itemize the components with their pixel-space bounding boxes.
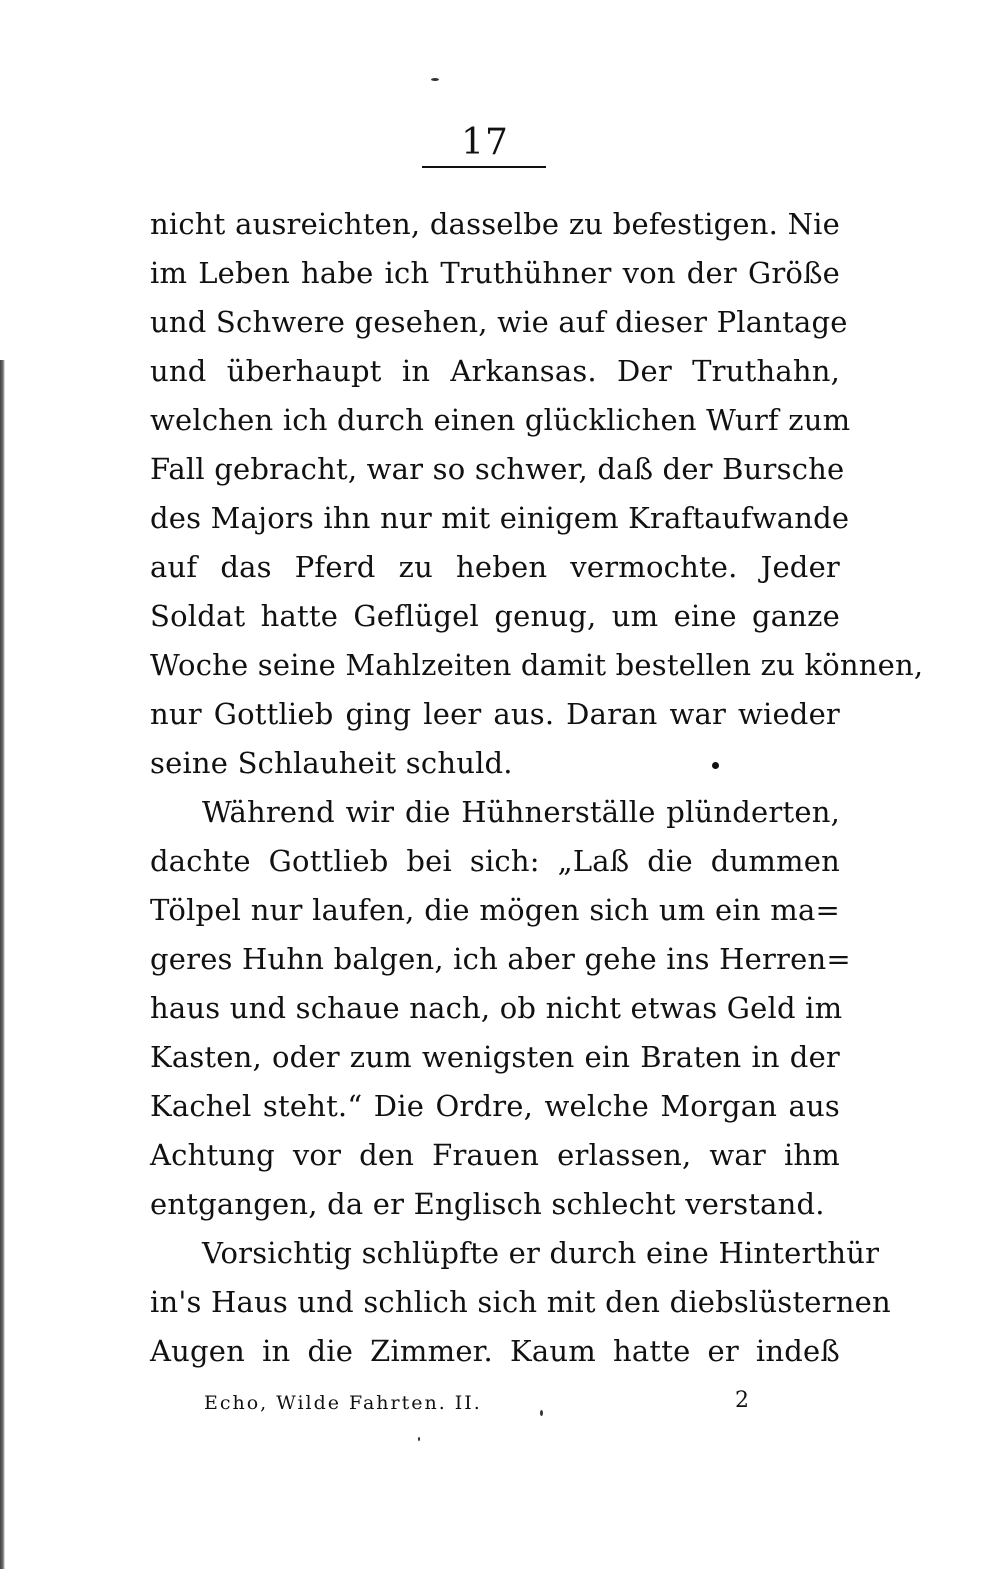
- text-line: Fall gebracht, war so schwer, daß der Bursche: [150, 452, 845, 486]
- text-line: Während wir die Hühnerställe plünderten,: [202, 795, 840, 829]
- text-line: haus und schaue nach, ob nicht etwas Geld im: [150, 991, 843, 1025]
- text-line: Vorsichtig schlüpfte er durch eine Hinterthür: [202, 1236, 880, 1270]
- text-line: Augen in die Zimmer. Kaum hatte er indeß: [150, 1334, 840, 1368]
- text-line: geres Huhn balgen, ich aber gehe ins Herren=: [150, 942, 851, 976]
- text-line: nicht ausreichten, dasselbe zu befestigen. Nie: [150, 207, 840, 241]
- text-line: entgangen, da er Englisch schlecht verstand.: [150, 1187, 825, 1221]
- ink-speck: [540, 1410, 543, 1416]
- text-line: seine Schlauheit schuld.: [150, 746, 513, 780]
- text-line: im Leben habe ich Truthühner von der Größe: [150, 256, 840, 290]
- footer-title: Echo, Wilde Fahrten. II.: [204, 1392, 482, 1414]
- text-line: Kachel steht.“ Die Ordre, welche Morgan aus: [150, 1089, 840, 1123]
- text-line: und Schwere gesehen, wie auf dieser Plantage: [150, 305, 848, 339]
- text-line: nur Gottlieb ging leer aus. Daran war wieder: [150, 697, 840, 731]
- signature-mark: 2: [735, 1388, 749, 1413]
- binding-edge: [0, 360, 5, 1569]
- text-line: und überhaupt in Arkansas. Der Truthahn,: [150, 354, 840, 388]
- text-line: welchen ich durch einen glücklichen Wurf zum: [150, 403, 851, 437]
- ink-dot: [712, 762, 719, 769]
- page-number-rule: [422, 166, 546, 168]
- text-line: Soldat hatte Geflügel genug, um eine ganze: [150, 599, 840, 633]
- ink-speck: [418, 1437, 420, 1441]
- text-line: Tölpel nur laufen, die mögen sich um ein ma=: [150, 893, 840, 927]
- text-line: des Majors ihn nur mit einigem Kraftaufwande: [150, 501, 850, 535]
- text-line: Woche seine Mahlzeiten damit bestellen zu können,: [150, 648, 924, 682]
- page-number: 17: [461, 122, 509, 163]
- body-text: [150, 200, 924, 1376]
- text-line: Achtung vor den Frauen erlassen, war ihm: [150, 1138, 840, 1172]
- text-line: dachte Gottlieb bei sich: „Laß die dummen: [150, 844, 840, 878]
- text-line: Kasten, oder zum wenigsten ein Braten in der: [150, 1040, 840, 1074]
- ink-speck: [431, 78, 439, 81]
- text-line: auf das Pferd zu heben vermochte. Jeder: [150, 550, 840, 584]
- text-line: in's Haus und schlich sich mit den diebslüsternen: [150, 1285, 891, 1319]
